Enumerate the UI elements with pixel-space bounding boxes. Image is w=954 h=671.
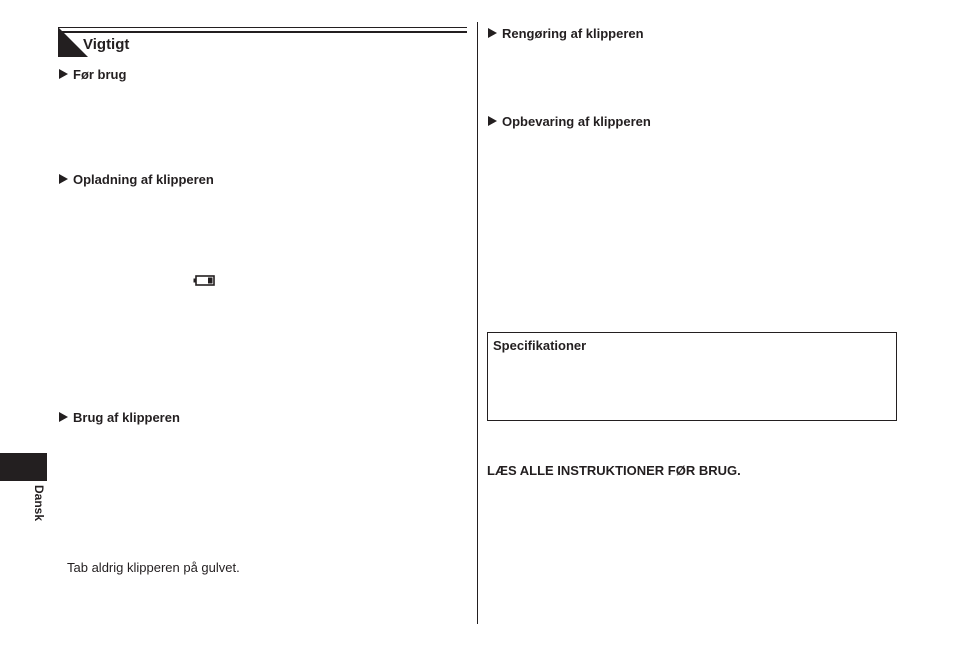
subheading-cleaning-label: Rengøring af klipperen xyxy=(502,26,644,41)
subheading-cleaning xyxy=(488,26,644,42)
subheading-storage xyxy=(488,114,651,130)
side-tab-label: Dansk xyxy=(32,485,46,522)
section-title: Vigtigt xyxy=(83,36,130,53)
header-rule-bottom xyxy=(58,31,467,33)
subheading-storage-label: Opbevaring af klipperen xyxy=(502,114,651,129)
specifications-box xyxy=(487,332,897,421)
subheading-charging xyxy=(59,172,214,188)
subheading-before-use xyxy=(59,67,126,83)
arrow-icon xyxy=(488,28,497,38)
header-rule-top xyxy=(58,27,467,28)
arrow-icon xyxy=(59,69,68,79)
battery-icon xyxy=(193,275,215,286)
arrow-icon xyxy=(59,412,68,422)
specifications-title: Specifikationer xyxy=(493,338,587,353)
subheading-before-use-label: Før brug xyxy=(73,67,127,82)
read-instructions-notice: LÆS ALLE INSTRUKTIONER FØR BRUG. xyxy=(487,463,741,478)
arrow-icon xyxy=(59,174,68,184)
warning-text: Tab aldrig klipperen på gulvet. xyxy=(67,560,240,575)
column-divider xyxy=(477,22,478,624)
arrow-icon xyxy=(488,116,497,126)
side-tab-block xyxy=(0,453,47,481)
subheading-charging-label: Opladning af klipperen xyxy=(73,172,214,187)
subheading-using-label: Brug af klipperen xyxy=(73,410,180,425)
subheading-using xyxy=(59,410,180,426)
